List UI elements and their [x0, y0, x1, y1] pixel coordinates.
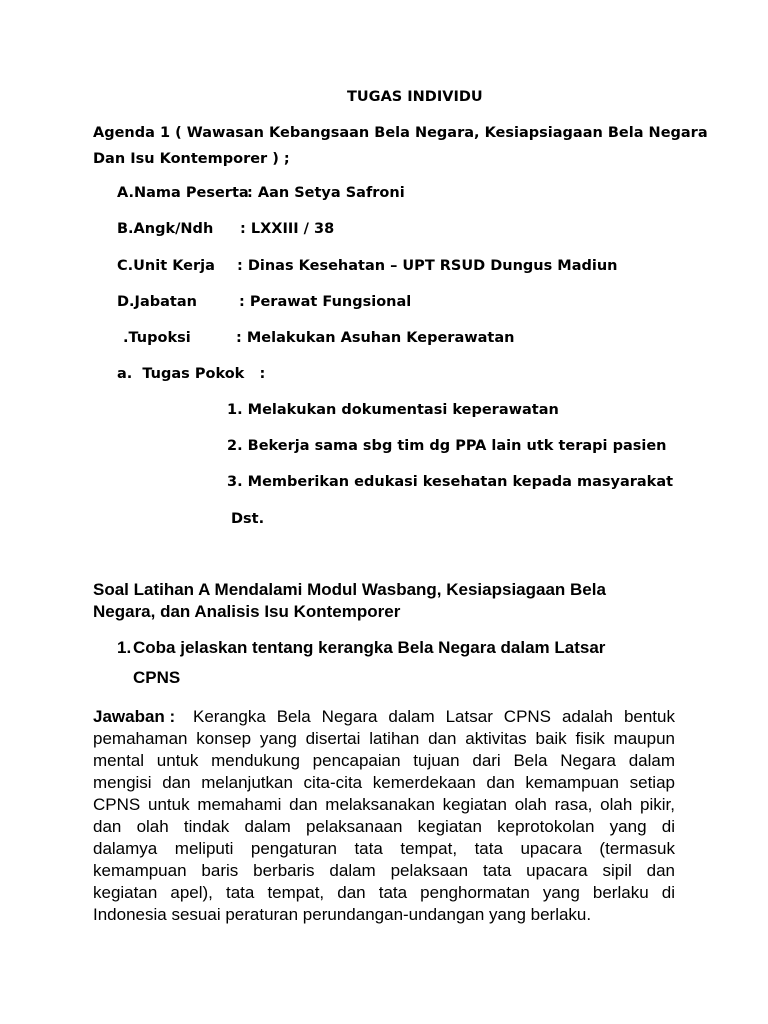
jawaban-line-6: dan olah tindak dalam pelaksanaan kegiatan keprotokolan yang di — [93, 817, 675, 836]
question-number: 1. — [117, 638, 132, 657]
soal-heading-line-1: Soal Latihan A Mendalami Modul Wasbang, Kesiapsiagaan Bela — [93, 580, 606, 599]
jawaban-line-9: kegiatan apel), tata tempat, dan tata penghormatan yang berlaku di — [93, 883, 675, 902]
jawaban-line-3: mental untuk mendukung pencapaian tujuan dari Bela Negara dalam — [93, 751, 675, 770]
jawaban-label: Jawaban : — [93, 707, 176, 726]
soal-heading-line-2: Negara, dan Analisis Isu Kontemporer — [93, 602, 401, 621]
jawaban-line-1: Kerangka Bela Negara dalam Latsar CPNS adalah bentuk — [193, 707, 675, 726]
tugas-pokok-label: a. Tugas Pokok : — [117, 366, 266, 382]
identity-label-jabatan: D.Jabatan — [117, 294, 197, 310]
jawaban-line-2: pemahaman konsep yang disertai latihan dan aktivitas baik fisik maupun — [93, 729, 675, 748]
jawaban-line-8: kemampuan baris berbaris dalam pelaksaan tata upacara sipil dan — [93, 861, 675, 880]
identity-label-nama: A.Nama Peserta — [117, 185, 249, 201]
identity-value-tupoksi: : Melakukan Asuhan Keperawatan — [236, 330, 515, 346]
tugas-pokok-more: Dst. — [231, 511, 265, 527]
question-line-2: CPNS — [133, 668, 181, 687]
identity-value-angkatan: : LXXIII / 38 — [240, 221, 335, 237]
identity-label-tupoksi: .Tupoksi — [123, 330, 191, 346]
tugas-pokok-item-1: 1. Melakukan dokumentasi keperawatan — [227, 402, 559, 418]
tugas-pokok-item-3: 3. Memberikan edukasi kesehatan kepada masyarakat — [227, 474, 674, 490]
jawaban-line-5: CPNS untuk memahami dan melaksanakan kegiatan olah rasa, olah pikir, — [93, 795, 675, 814]
document-title: TUGAS INDIVIDU — [347, 89, 483, 105]
agenda-line-2: Dan Isu Kontemporer ) ; — [93, 151, 290, 167]
jawaban-line-7: dalamya meliputi pengaturan tata tempat, tata upacara (termasuk — [93, 839, 675, 858]
identity-value-unit-kerja: : Dinas Kesehatan – UPT RSUD Dungus Madiun — [237, 258, 618, 274]
identity-value-nama: : Aan Setya Safroni — [247, 185, 405, 201]
tugas-pokok-item-2: 2. Bekerja sama sbg tim dg PPA lain utk terapi pasien — [227, 438, 667, 454]
jawaban-line-10: Indonesia sesuai peraturan perundangan-undangan yang berlaku. — [93, 905, 592, 924]
identity-label-angkatan: B.Angk/Ndh — [117, 221, 214, 237]
question-line-1: Coba jelaskan tentang kerangka Bela Negara dalam Latsar — [133, 638, 606, 657]
agenda-line-1: Agenda 1 ( Wawasan Kebangsaan Bela Negara, Kesiapsiagaan Bela Negara — [93, 125, 708, 141]
jawaban-line-4: mengisi dan melanjutkan cita-cita kemerdekaan dan kemampuan setiap — [93, 773, 675, 792]
identity-label-unit-kerja: C.Unit Kerja — [117, 258, 215, 274]
identity-value-jabatan: : Perawat Fungsional — [239, 294, 412, 310]
